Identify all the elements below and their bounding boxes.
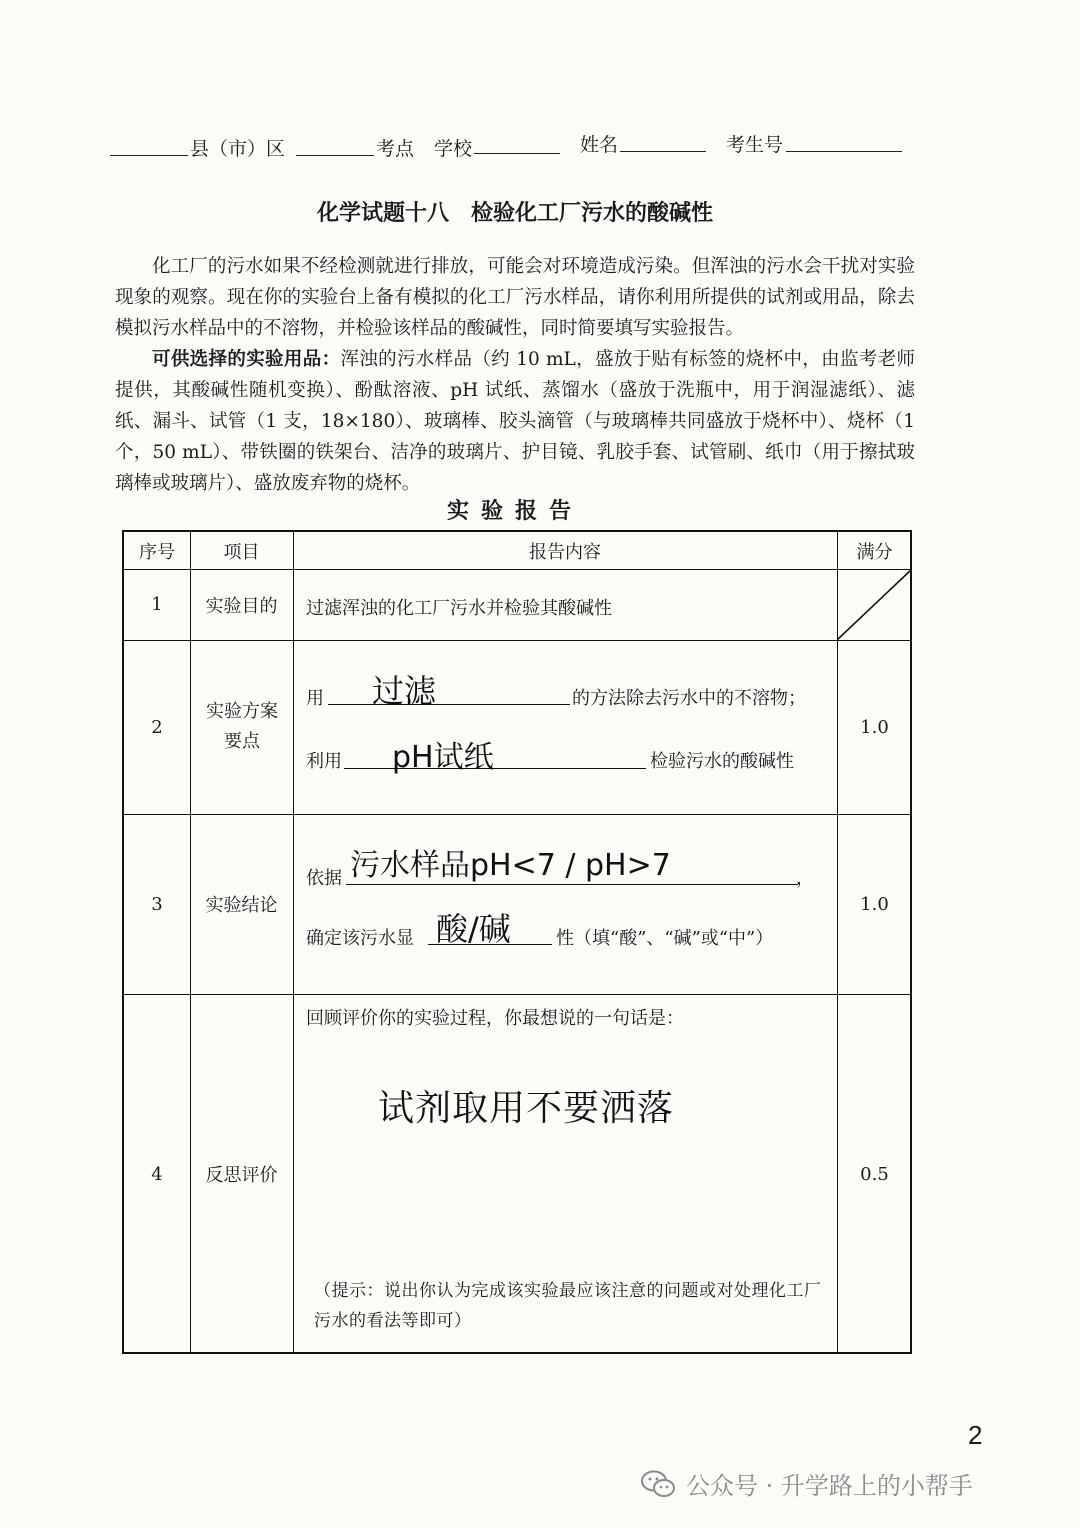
exam-site-label: 考点 [376,138,415,160]
supplies-label: 可供选择的实验用品： [152,349,341,370]
report-title: 实验报告 [446,499,583,524]
row1-content: 过滤浑浊的化工厂污水并检验其酸碱性 [306,598,612,619]
header-content: 报告内容 [529,541,601,563]
row2-item: 实验方案要点 [206,701,278,752]
wechat-icon [640,1469,676,1499]
row3-line1-prefix: 依据 [306,868,342,889]
col-divider [293,532,294,1352]
school-label: 学校 [434,138,473,160]
row3-line2-suffix: 性（填“酸”、“碱”或“中”） [556,928,774,949]
candidate-info-line [110,128,910,164]
row4-score: 0.5 [860,1163,889,1185]
row3-item: 实验结论 [205,895,278,916]
intro-paragraph: 化工厂的污水如果不经检测就进行排放，可能会对环境造成污染。但浑浊的污水会干扰对实验现象的观察。现在你的实验台上备有模拟的化工厂污水样品，请你利用所提供的试剂或用品，除去模拟污水样品中的不溶物，并检验该样品的酸碱性，同时简要填写实验报告。 [115,256,915,339]
row2-answer2-blank[interactable] [344,768,646,769]
row3-answer1-blank[interactable] [346,884,798,885]
exam-site-blank[interactable] [296,154,374,156]
candidate-no-label: 考生号 [726,134,784,156]
row2-line2-suffix: 检验污水的酸碱性 [650,751,794,772]
row2-line2-prefix: 利用 [306,751,342,772]
diagonal-strike [837,569,912,640]
row2-no: 2 [151,716,163,738]
supplies-paragraph [115,344,915,499]
row3-line2-prefix: 确定该污水显 [306,928,414,949]
header-score: 满分 [856,541,893,563]
row4-prompt: 回顾评价你的实验过程，你最想说的一句话是： [306,1008,684,1029]
header-no: 序号 [139,541,175,563]
row4-no: 4 [151,1163,163,1185]
county-label: 县（市）区 [190,138,286,160]
row2-answer2: pH试纸 [392,740,494,775]
name-blank[interactable] [620,150,706,152]
row1-no: 1 [151,594,163,615]
row3-score: 1.0 [860,893,889,915]
report-table [122,530,912,1354]
page-title: 化学试题十八 检验化工厂污水的酸碱性 [316,201,713,226]
row4-hint: （提示：说出你认为完成该实验最应该注意的问题或对处理化工厂污水的看法等即可） [314,1281,822,1331]
row2-answer1-blank[interactable] [328,704,570,705]
page-number: 2 [968,1420,983,1450]
row3-no: 3 [151,893,163,915]
row3-line1-suffix: ， [796,868,814,889]
row4-item: 反思评价 [205,1165,278,1186]
row4-answer[interactable]: 试剂取用不要洒落 [378,1088,675,1129]
row2-score: 1.0 [860,716,889,738]
county-blank[interactable] [110,154,188,156]
watermark-text: 公众号 · 升学路上的小帮手 [686,1472,973,1500]
school-blank[interactable] [474,152,560,154]
header-item: 项目 [223,541,260,563]
supplies-text: 浑浊的污水样品（约 10 mL，盛放于贴有标签的烧杯中，由监考老师提供，其酸碱性随机变换）、酚酞溶液、pH 试纸、蒸馏水（盛放于洗瓶中，用于润湿滤纸）、滤纸、漏斗、试管（1 支，18×180）、玻璃棒、胶头滴管（与玻璃棒共同盛放于烧杯中）、烧杯（1 个，50 mL）、带铁圈的铁架台、洁净的玻璃片、护目镜、乳胶手套、试管刷、纸巾（用于擦拭玻璃棒或玻璃片）、盛放废弃物的烧杯。 [115,349,915,494]
row2-line1-suffix: 的方法除去污水中的不溶物； [572,688,806,709]
candidate-no-blank[interactable] [786,150,902,152]
row1-item: 实验目的 [205,595,278,617]
row3-answer1: 污水样品pH<7 / pH>7 [350,848,671,883]
row2-line1-prefix: 用 [306,688,324,709]
row3-answer2: 酸/碱 [436,910,511,948]
row2-answer1: 过滤 [372,672,437,710]
name-label: 姓名 [580,134,619,156]
watermark [640,1466,973,1501]
